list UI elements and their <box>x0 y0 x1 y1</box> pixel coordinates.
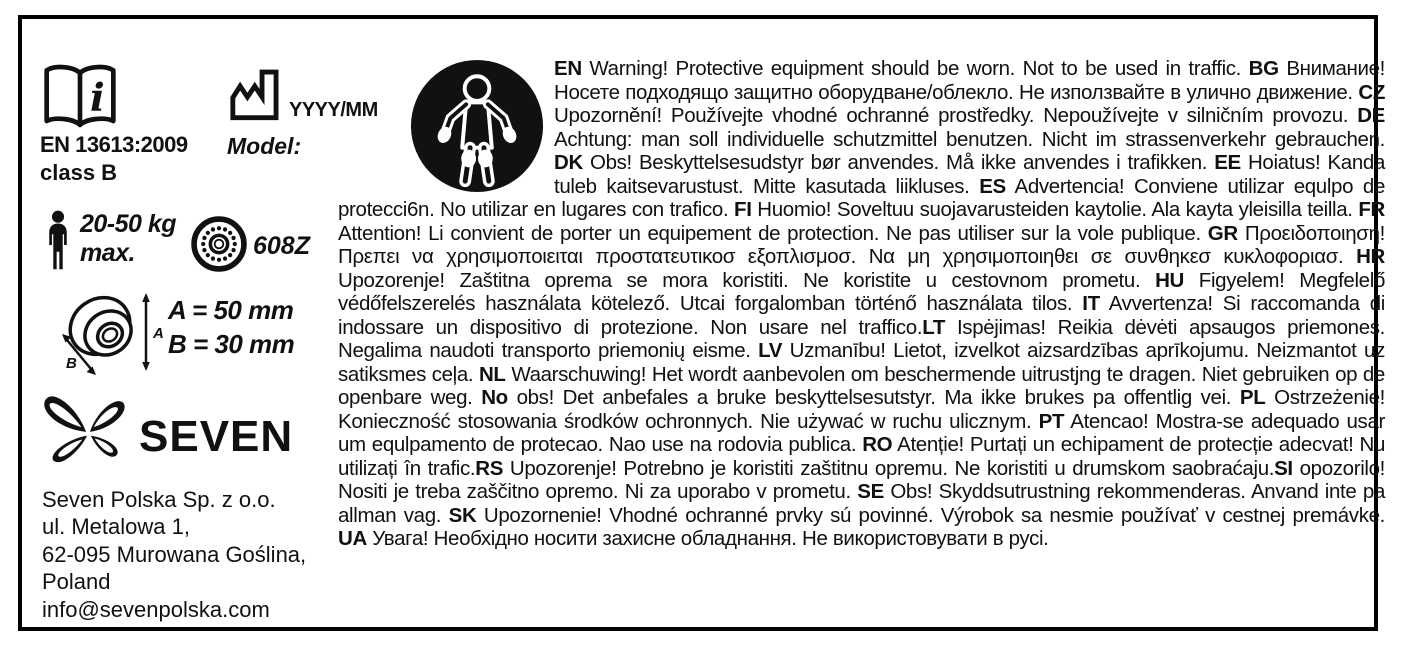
child-weight-icon <box>44 210 72 272</box>
brand-wordmark: SEVEN <box>139 412 294 461</box>
warning-text: EN Warning! Protective equipment should be worn. Not to be used in traffic. BG Внимание! Носете подходящо защитно оборудване/облекло. Не използвайте в улично движение. CZ Upozornění! Používejte vhodné ochranné prostředky. Nepoužívejte v silničním provozu. DE Achtung: man soll individuelle schutzmittel benutzen. Nicht im strassenverkehr gebrauchen. DK Obs! Beskyttelsesudstyr bør anvendes. Må ikke anvendes i trafikken. EE Hoiatus! Kanda tuleb kaitsevarustust. Mitte kasutada liikluses. ES Advertencia! Conviene utilizar equlpo de protecci6n. No utilizar en lugares con trafico. FI Huomio! Soveltuu suojavarusteiden kaytolie. Ala kayta yleisilla teilla. FR Attention! Li convient de porter un equipement de protection. Ne pas utiliser sur la vole publique. GR Προειδοποιηση! Πρεπει να χρησιμοποιειται προστατευτικοσ εξοπλισμοσ. Να μη χρησιμοποιηθει σε συνθηκεσ κυκλοφοριασ. HR Upozorenje! Zaštitna oprema se mora koristiti. Ne koristite u cestovnom prometu. HU Figyelem! Megfelelő védőfelszerelés használata kötelező. Utcai forgalomban történő használata tilos. IT Avvertenza! Si raccomanda di indossare un dispositivo di protezione. Non usare nel traffico.LT Ispėjimas! Reikia dėvėti apsaugos priemones. Negalima naudoti transporto priemonių eisme. LV Uzmanību! Lietot, izvelkot aizsardzības aprīkojumu. Neizmantot uz satiksmes ceļa. NL Waarschuwing! Het wordt aanbevolen om beschermende uitrustjng te dragen. Niet gebruiken op de openbare weg. No obs! Det anbefales a bruke beskyttelsesutstyr. Ma ikke brukes pa offentlig vei. PL Ostrzeżenie! Konieczność stosowania środków ochronnych. Nie używać w ruchu ulicznym. PT Atencao! Mostra-se adequado usar um equlpamento de protecao. Nao use na rodovia publica. RO Atenție! Purtați un echipament de protecție adecvat! Nu utilizați în trafic.RS Upozorenje! Potrebno je koristiti zaštitnu opremu. Ne koristiti u drumskom saobraćaju.SI opozorilo! Nositi je treba zaščitno opremo. Ni za uporabo v prometu. SE Obs! Skyddsutrustning rekommenderas. Anvand inte pa allman vag. SK Upozornenie! Vhodné ochranné prvky sú povinné. Výrobok sa nesmie používať v cestnej premávke. UA Увага! Необхідно носити захисне обладнання. Не використовувати в русі. <box>338 57 1386 550</box>
factory-icon <box>228 66 290 122</box>
address-email: info@sevenpolska.com <box>42 596 270 622</box>
bearing-code: 608Z <box>253 232 310 260</box>
address-line: ul. Metalowa 1, <box>42 514 190 540</box>
manual-icon-letter: i <box>89 75 105 121</box>
weight-range: 20-50 kg <box>80 210 177 238</box>
standard-number: EN 13613:2009 <box>40 132 188 157</box>
date-format: YYYY/MM <box>289 99 378 121</box>
dim-b-letter: B <box>66 355 77 372</box>
bearing-icon <box>191 216 247 272</box>
company-address <box>42 486 306 623</box>
protective-gear-icon <box>338 57 554 198</box>
class-label: class B <box>40 160 118 185</box>
wheel-dimensions <box>168 293 294 361</box>
address-line: 62-095 Murowana Goślina, <box>42 541 307 567</box>
address-line: Seven Polska Sp. z o.o. <box>42 487 276 512</box>
weight-max: max. <box>80 239 135 267</box>
manual-icon <box>40 62 120 132</box>
warning-block <box>338 57 1385 551</box>
model-label: Model: <box>227 133 302 159</box>
dimension-a: A = 50 mm <box>168 295 294 325</box>
dim-a-letter: A <box>153 325 164 342</box>
address-line: Poland <box>42 569 111 595</box>
wheel-diagram <box>58 289 168 381</box>
butterfly-logo-icon <box>40 383 138 475</box>
weight-limit <box>80 210 176 268</box>
dimension-b: B = 30 mm <box>168 329 295 359</box>
